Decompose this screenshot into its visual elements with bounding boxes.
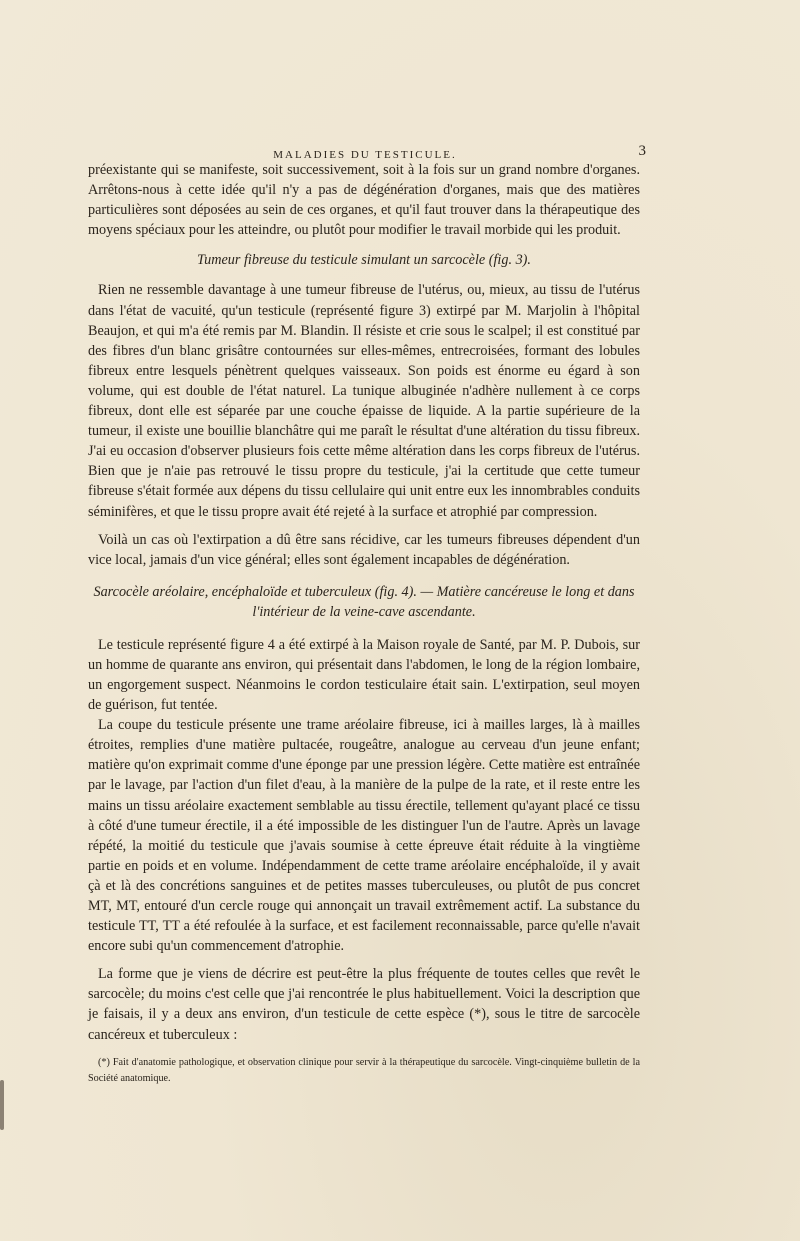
- page-body: [88, 160, 640, 1087]
- running-title: MALADIES DU TESTICULE.: [273, 149, 457, 161]
- section-heading-sarcocele: Sarcocèle aréolaire, encéphaloïde et tuberculeux (fig. 4). — Matière cancéreuse le long et dans l'intérieur de la veine-cave ascendante.: [93, 583, 635, 620]
- paragraph-3: Voilà un cas où l'extirpation a dû être sans récidive, car les tumeurs fibreuses dépendent d'un vice local, jamais d'un vice général; elles sont également incapables de dégénération.: [88, 531, 640, 568]
- paragraph-2: Rien ne ressemble davantage à une tumeur fibreuse de l'utérus, ou, mieux, au tissu de l'utérus dans l'état de vacuité, qu'un testicule (représenté figure 3) extirpé par M. Marjolin à l'hôpital Beaujon, et qui m'a été remis par M. Blandin. Il résiste et crie sous le scalpel; il est constitué par des fibres d'un blanc grisâtre contournées sur elles-mêmes, entrecroisées, formant des lobules fibreux entre lesquels pénètrent quelques vaisseaux. Son poids est énorme eu égard à son volume, qui est double de l'état naturel. La tunique albuginée n'adhère nullement à ce corps fibreux, dont elle est séparée par une couche épaisse de liquide. A la partie supérieure de la tumeur, il existe une bouillie blanchâtre qui me paraît le résultat d'une altération du tissu fibreux. J'ai eu occasion d'observer plusieurs fois cette même altération dans les corps fibreux de l'utérus. Bien que je n'aie pas retrouvé le tissu propre du testicule, j'ai la certitude que cette tumeur fibreuse s'était formée aux dépens du tissu cellulaire qui unit entre eux les innombrables conduits séminifères, et que le tissu propre avait été rejeté à la surface et atrophié par compression.: [88, 282, 640, 520]
- page-number: 3: [638, 143, 646, 159]
- section-heading-fibrous-tumor: Tumeur fibreuse du testicule simulant un sarcocèle (fig. 3).: [197, 252, 531, 269]
- footnote: (*) Fait d'anatomie pathologique, et observation clinique pour servir à la thérapeutique du sarcocèle. Vingt-cinquième bulletin de la Société anatomique.: [88, 1056, 640, 1084]
- paragraph-6: La forme que je viens de décrire est peut-être la plus fréquente de toutes celles que revêt le sarcocèle; du moins c'est celle que j'ai rencontrée le plus habituellement. Voici la description que je faisais, il y a deux ans environ, d'un testicule de cette espèce (*), sous le titre de sarcocèle cancéreux et tuberculeux :: [88, 966, 640, 1043]
- paragraph-1: préexistante qui se manifeste, soit successivement, soit à la fois sur un grand nombre d'organes. Arrêtons-nous à cette idée qu'il n'y a pas de dégénération d'organes, mais que des matières particulières sont déposées au sein de ces organes, et qu'il faut trouver dans la thérapeutique des moyens spéciaux pour les atteindre, ou plutôt pour modifier le travail morbide qui les produit.: [88, 162, 640, 239]
- binding-edge-mark: [0, 1080, 4, 1130]
- paragraph-5: La coupe du testicule présente une trame aréolaire fibreuse, ici à mailles larges, là à mailles étroites, remplies d'une matière pultacée, rougeâtre, analogue au cerveau d'un jeune enfant; matière qu'on exprimait comme d'une éponge par une pression légère. Cette matière est entraînée par le lavage, par l'action d'un filet d'eau, à la manière de la pulpe de la rate, et il reste entre les mains un tissu aréolaire exactement semblable au tissu érectile, tellement qu'ayant placé ce tissu à côté d'une tumeur érectile, il a été impossible de les distinguer l'un de l'autre. Après un lavage répété, la moitié du testicule que j'avais soumise à cette épreuve était réduite à la vingtième partie en poids et en volume. Indépendamment de cette trame aréolaire encéphaloïde, il y avait çà et là des concrétions sanguines et de petites masses tuberculeuses, ou plutôt de pus concret MT, MT, entouré d'un cercle rouge qui annonçait un travail extrêmement actif. La substance du testicule TT, TT a été refoulée à la surface, et est facilement reconnaissable, parce qu'elle n'avait encore subi qu'un commencement d'atrophie.: [88, 717, 640, 955]
- paragraph-4: Le testicule représenté figure 4 a été extirpé à la Maison royale de Santé, par M. P. Dubois, sur un homme de quarante ans environ, qui présentait dans l'abdomen, le long de la région lombaire, un engorgement suspect. Néanmoins le cordon testiculaire était sain. L'extirpation, seul moyen de guérison, fut tentée.: [88, 636, 640, 714]
